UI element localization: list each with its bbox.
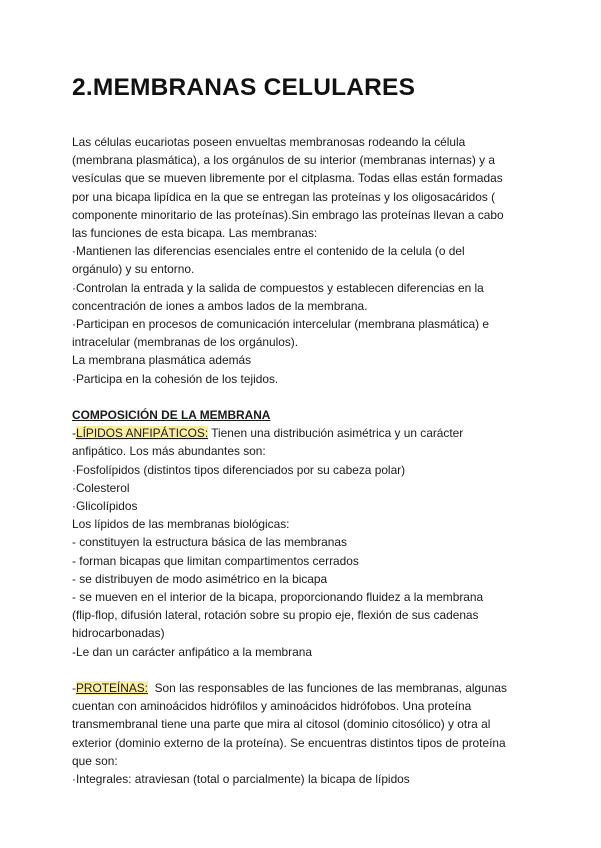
proteins-highlight-label: PROTEÍNAS: bbox=[75, 681, 148, 696]
intro-line: La membrana plasmática además bbox=[72, 353, 252, 368]
lipids-line: anfipático. Los más abundantes son: bbox=[72, 444, 266, 459]
lipids-highlight-label: LÍPIDOS ANFIPÁTICOS: bbox=[75, 426, 209, 441]
lipids-prefix: - bbox=[72, 426, 76, 441]
lipids-line: -Le dan un carácter anfipático a la membrana bbox=[72, 644, 312, 659]
intro-line: vesículas que se mueven libremente por el citplasma. Todas ellas están formadas bbox=[72, 171, 503, 186]
intro-line: ·Controlan la entrada y la salida de compuestos y establecen diferencias en la bbox=[72, 280, 484, 295]
spacer bbox=[72, 388, 537, 406]
lipids-line: - se mueven en el interior de la bicapa, proporcionando fluidez a la membrana bbox=[72, 590, 484, 605]
document-page bbox=[72, 73, 537, 788]
lipids-line: Los lípidos de las membranas biológicas: bbox=[72, 517, 290, 532]
proteins-prefix: - bbox=[72, 681, 76, 696]
lipids-intro-text: Tienen una distribución asimétrica y un carácter bbox=[208, 426, 464, 441]
intro-line: ·Participan en procesos de comunicación intercelular (membrana plasmática) e bbox=[72, 317, 490, 332]
intro-line: por una bicapa lipídica en la que se entregan las proteínas y los oligosacáridos ( bbox=[72, 189, 496, 204]
lipids-line: ·Colesterol bbox=[72, 480, 130, 495]
intro-line: (membrana plasmática), a los orgánulos de su interior (membranas internas) y a bbox=[72, 153, 495, 168]
lipids-line: - forman bicapas que limitan compartimentos cerrados bbox=[72, 553, 359, 568]
lipids-line: ·Fosfolípidos (distintos tipos diferenciados por su cabeza polar) bbox=[72, 462, 406, 477]
intro-line: ·Participa en la cohesión de los tejidos. bbox=[72, 371, 279, 386]
intro-line: ·Mantienen las diferencias esenciales entre el contenido de la celula (o del bbox=[72, 244, 465, 259]
intro-paragraph bbox=[72, 133, 537, 788]
proteins-intro-text: Son las responsables de las funciones de las membranas, algunas bbox=[148, 681, 507, 696]
proteins-intro-line bbox=[72, 679, 537, 697]
intro-line: Las células eucariotas poseen envueltas membranosas rodeando la célula bbox=[72, 135, 466, 149]
intro-line: intracelular (membranas de los orgánulos). bbox=[72, 335, 299, 350]
proteins-line: exterior (dominio externo de la proteína). Se encuentras distintos tipos de proteína bbox=[72, 735, 506, 750]
lipids-line: hidrocarbonadas) bbox=[72, 626, 165, 641]
lipids-line: - constituyen la estructura básica de las membranas bbox=[72, 535, 347, 550]
proteins-line: ·Integrales: atraviesan (total o parcialmente) la bicapa de lípidos bbox=[72, 772, 410, 787]
proteins-line: transmembranal tiene una parte que mira al citosol (dominio citosólico) y otra al bbox=[72, 717, 491, 732]
lipids-line: ·Glicolípidos bbox=[72, 499, 138, 514]
intro-line: concentración de iones a ambos lados de la membrana. bbox=[72, 298, 368, 313]
spacer bbox=[72, 661, 537, 679]
proteins-line: cuentan con aminoácidos hidrófilos y aminoácidos hidrófobos. Una proteína bbox=[72, 699, 472, 714]
lipids-line: (flip-flop, difusión lateral, rotación sobre su propio eje, flexión de sus cadenas bbox=[72, 608, 479, 623]
composition-heading: COMPOSICIÓN DE LA MEMBRANA bbox=[72, 408, 271, 423]
page-title: 2.MEMBRANAS CELULARES bbox=[72, 74, 416, 101]
proteins-line: que son: bbox=[72, 753, 118, 768]
lipids-intro-line bbox=[72, 424, 537, 442]
intro-line: orgánulo) y su entorno. bbox=[72, 262, 195, 277]
lipids-line: - se distribuyen de modo asimétrico en la bicapa bbox=[72, 571, 328, 586]
intro-line: las funciones de esta bicapa. Las membranas: bbox=[72, 226, 318, 241]
intro-line: componente minoritario de las proteínas).Sin embrago las proteínas llevan a cabo bbox=[72, 207, 504, 222]
